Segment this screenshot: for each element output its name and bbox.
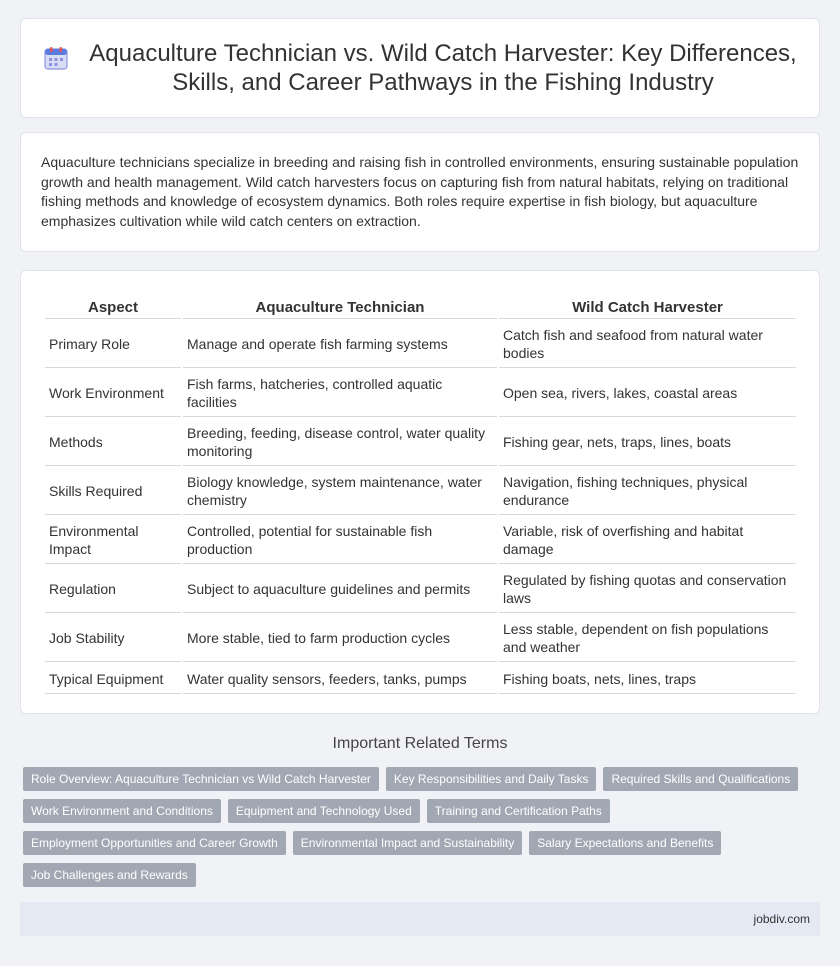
wild-catch-cell: Fishing boats, nets, lines, traps — [499, 664, 796, 694]
table-row — [45, 664, 796, 694]
wild-catch-cell: Navigation, fishing techniques, physical endurance — [499, 468, 796, 515]
wild-catch-cell: Fishing gear, nets, traps, lines, boats — [499, 419, 796, 466]
related-term-tag[interactable]: Job Challenges and Rewards — [23, 863, 196, 887]
comparison-card — [20, 270, 820, 714]
related-terms-heading: Important Related Terms — [332, 735, 508, 752]
intro-card — [20, 132, 820, 252]
table-row — [45, 419, 796, 466]
related-terms-list — [23, 767, 803, 887]
page-title-line1: Aquaculture Technician vs. Wild Catch Harvester: Key Differences, — [89, 40, 797, 67]
related-term-tag[interactable]: Work Environment and Conditions — [23, 799, 221, 823]
aspect-cell: Methods — [45, 419, 181, 466]
related-term-tag[interactable]: Role Overview: Aquaculture Technician vs Wild Catch Harvester — [23, 767, 379, 791]
aspect-cell: Typical Equipment — [45, 664, 181, 694]
wild-catch-cell: Less stable, dependent on fish populations and weather — [499, 615, 796, 662]
related-term-tag[interactable]: Required Skills and Qualifications — [603, 767, 798, 791]
aquaculture-cell: Manage and operate fish farming systems — [183, 321, 497, 368]
header-aquaculture: Aquaculture Technician — [183, 295, 497, 319]
related-term-tag[interactable]: Environmental Impact and Sustainability — [293, 831, 522, 855]
aquaculture-cell: Breeding, feeding, disease control, water quality monitoring — [183, 419, 497, 466]
related-term-tag[interactable]: Training and Certification Paths — [427, 799, 610, 823]
table-header-row — [45, 295, 796, 319]
intro-text: Aquaculture technicians specialize in breeding and raising fish in controlled environments, ensuring sustainable population growth and health management. Wild catch harvesters focus on capturing fish from natural habitats, relying on traditional fishing methods and knowledge of ecosystem dynamics. Both roles require expertise in fish biology, but aquaculture emphasizes cultivation while wild catch centers on extraction. — [41, 154, 799, 229]
aspect-cell: Skills Required — [45, 468, 181, 515]
aquaculture-cell: Fish farms, hatcheries, controlled aquatic facilities — [183, 370, 497, 417]
table-row — [45, 566, 796, 613]
wild-catch-cell: Regulated by fishing quotas and conservation laws — [499, 566, 796, 613]
aspect-cell: Primary Role — [45, 321, 181, 368]
related-term-tag[interactable]: Employment Opportunities and Career Growth — [23, 831, 286, 855]
aspect-cell: Job Stability — [45, 615, 181, 662]
aspect-cell: Work Environment — [45, 370, 181, 417]
footer — [20, 902, 820, 936]
table-row — [45, 370, 796, 417]
aspect-cell: Regulation — [45, 566, 181, 613]
aquaculture-cell: Water quality sensors, feeders, tanks, pumps — [183, 664, 497, 694]
title-card — [20, 18, 820, 118]
aquaculture-cell: Subject to aquaculture guidelines and permits — [183, 566, 497, 613]
header-aspect: Aspect — [45, 295, 181, 319]
header-wild-catch: Wild Catch Harvester — [499, 295, 796, 319]
table-row — [45, 468, 796, 515]
aquaculture-cell: Biology knowledge, system maintenance, water chemistry — [183, 468, 497, 515]
title-wrap — [43, 39, 796, 97]
related-term-tag[interactable]: Salary Expectations and Benefits — [529, 831, 721, 855]
related-term-tag[interactable]: Key Responsibilities and Daily Tasks — [386, 767, 597, 791]
related-term-tag[interactable]: Equipment and Technology Used — [228, 799, 420, 823]
wild-catch-cell: Variable, risk of overfishing and habitat damage — [499, 517, 796, 564]
comparison-table — [43, 293, 798, 696]
table-row — [45, 615, 796, 662]
wild-catch-cell: Open sea, rivers, lakes, coastal areas — [499, 370, 796, 417]
wild-catch-cell: Catch fish and seafood from natural water bodies — [499, 321, 796, 368]
page-title-line2: Skills, and Career Pathways in the Fishing Industry — [172, 69, 714, 96]
aquaculture-cell: More stable, tied to farm production cycles — [183, 615, 497, 662]
aspect-cell: Environmental Impact — [45, 517, 181, 564]
table-row — [45, 321, 796, 368]
calendar-icon — [43, 45, 69, 71]
footer-site-link[interactable]: jobdiv.com — [753, 912, 810, 926]
aquaculture-cell: Controlled, potential for sustainable fish production — [183, 517, 497, 564]
page-title — [89, 39, 796, 97]
table-row — [45, 517, 796, 564]
